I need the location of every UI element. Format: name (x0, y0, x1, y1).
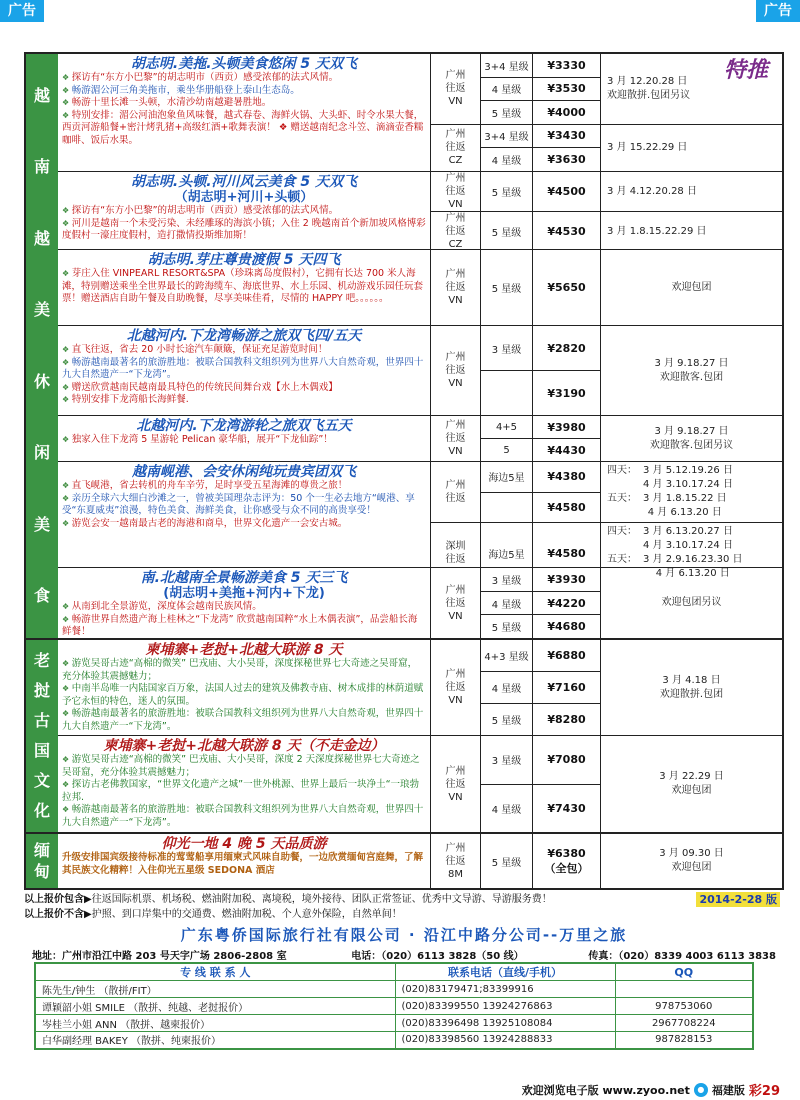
route-r7: 南.北越南全景畅游美食 5 天三飞 (胡志明+美拖+河内+下龙) ❖ 从南到北全景游览，深度体会越南民族风情。 ❖ 畅游世界自然遗产海上桂林之“下龙湾” 欣赏越南国粹“水上木偶表演”，品尝船长海鲜餐！ 广州 往返 VN 3 星级 ¥3930 4 星级 ¥4220 5 星级 ¥4680 欢迎包团另议 (58, 568, 782, 638)
ad-label-right: 广告 (756, 0, 800, 22)
footer: 以上报价包含▶往返国际机票、机场税、燃油附加税、离境税，境外接待、团队正常签证、优秀中文导游、导游服务费！ 2014-2-28 版 以上报价不含▶护照、到口岸集中的交通费、燃油附加税、个人意外保险，自然单间！ 广东粤侨国际旅行社有限公司 · 沿江中路分公司--万里之旅 地址：广州市沿江中路 203 号天字广场 2806-2808 室 电话：（020）6113 3828（50 线） 传真：（020）8339 4003 6113 3838 (24, 892, 784, 962)
company-name: 广东粤侨国际旅行社有限公司 · 沿江中路分公司--万里之旅 (180, 926, 628, 944)
route-subtitle: （胡志明+河川+头顿） (174, 190, 314, 205)
price: ¥6880 (547, 649, 586, 662)
route-title: 越南岘港、会安休闲纯玩贵宾团双飞 (132, 464, 356, 480)
address: 地址：广州市沿江中路 203 号天字广场 2806-2808 室 (32, 951, 287, 962)
price: ¥3980 (547, 420, 586, 434)
price: ¥4000 (547, 105, 586, 119)
route-title: 胡志明.头顿.河川风云美食 5 天双飞 (130, 174, 358, 190)
section-laos (26, 640, 782, 834)
price: ¥4680 (547, 620, 586, 634)
phone: 电话：（020）6113 3828（50 线） (351, 951, 524, 962)
section-side-label: 越 南 越 美 休 闲 美 食 (26, 54, 58, 638)
contact-table: 专 线 联 系 人 联系电话（直线/手机） QQ 陈先生/钟生 （散拼/FIT） (020)83179471;83399916 谭颖韶小姐 SMILE （散拼、纯越、老挝报价） (020)83399550 13924276863 978753060 岑桂兰小姐 ANN （散拼、越柬报价） (020)83396498 13925108084 2967708224 白华副经理 BAKEY （散拼、纯柬报价） (020)83398560 13924288833 987828153 (34, 962, 754, 1050)
route-title: 仰光一地 4 晚 5 天品质游 (161, 836, 327, 852)
price: ¥4380 (547, 470, 586, 484)
fax: 传真：（020）8339 4003 6113 3838 (588, 951, 776, 962)
route-title: 胡志明.美拖.头顿美食悠闲 5 天双飞 (130, 56, 358, 72)
route-r10: 仰光一地 4 晚 5 天品质游 升级安排国宾级接待标准的莺莺船享用缅柬式风味自助餐，一边欣赏缅甸宫庭舞，了解其民族文化精粹！入住仰光五星级 SEDONA 酒店 广州 往返 8M 5 星级 ¥6380 （全包） 3 月 09.30 日 欢迎包团 (58, 834, 782, 888)
route-title: 胡志明.芽庄尊贵渡假 5 天四飞 (147, 252, 341, 268)
route-r4: 北越河内.下龙湾畅游之旅双飞四/五天 ❖ 直飞往返，省去 20 小时长途汽车颠簸，保证充足游览时间！ ❖ 畅游越南最著名的旅游胜地：被联合国教科文组织列为世界八大自然奇观，世界四十九大自然遗产一“下龙湾”。 ❖ 赠送欣赏越南民越南最具特色的传统民间舞台戏【水上木偶戏】 ❖ 特别安排下龙湾船长海鲜餐. 广州 往返 VN 3 星级 ¥2820 ¥3190 3 月 9.18.27 日 欢迎散客.包团 (58, 326, 782, 416)
price: ¥5650 (547, 281, 586, 294)
route-table (24, 52, 784, 890)
price: ¥4580 (547, 546, 586, 560)
ad-label-left: 广告 (0, 0, 44, 22)
route-title: 南.北越南全景畅游美食 5 天三飞 (140, 570, 348, 586)
price: ¥3530 (547, 82, 586, 96)
route-title: 柬埔寨+老挝+北越大联游 8 天 (145, 642, 343, 658)
route-point: ❖ 特别安排：湄公河油泡象鱼风味餐，越式春卷、海鲜火锅、大头虾、时令水果大餐，西贡河游船餐+密汁烤乳猪+高级红酒+歌舞表演！ ❖ 赠送越南纪念斗笠、滴滴壶香糯咖啡、饭后水果。 (62, 110, 426, 148)
price: ¥6380 (547, 846, 586, 860)
price: ¥8280 (547, 713, 586, 726)
route-point: ❖ 探访有“东方小巴黎”的胡志明市（西贡）感受浓郁的法式风情。 (62, 72, 426, 85)
website-link[interactable]: 欢迎浏览电子版 www.zyoo.net (521, 1083, 690, 1097)
price: ¥4530 (547, 225, 586, 238)
table-row: 岑桂兰小姐 ANN （散拼、越柬报价） (020)83396498 13925108084 2967708224 (35, 1015, 753, 1032)
price: ¥7080 (547, 753, 586, 767)
route-point: ❖ 畅游湄公河三角美拖市，乘坐华册船登上泰山生态岛。 (62, 85, 426, 98)
route-title: 柬埔寨+老挝+北越大联游 8 天（不走金边） (103, 738, 385, 754)
price: ¥4580 (547, 500, 586, 514)
price: ¥3930 (547, 572, 586, 586)
section-side-label: 老 挝 古 国 文 化 (26, 640, 58, 832)
edition-date: 2014-2-28 版 (696, 892, 780, 907)
price: ¥4430 (547, 443, 586, 457)
route-r8: 柬埔寨+老挝+北越大联游 8 天 ❖ 游览吴哥古迹“高棉的微笑” 巴戎庙、大小吴哥，深度探秘世界七大奇迹之吴哥窟，充分体验其震撼魅力； ❖ 中南半岛唯一内陆国家百万象，法国人过去的建筑及佛教寺庙、树木成排的林荫道赋予它永恒的特色，迷人的氛围。 ❖ 畅游越南最著名的旅游胜地：被联合国教科文组织列为世界八大自然奇观，世界四十九大自然遗产一“下龙湾”。 广州 往返 VN 4+3 星级 ¥6880 4 星级 ¥7160 5 星级 ¥8280 3 月 4.18 日 欢迎散拼.包团 (58, 640, 782, 736)
route-point: ❖ 畅游十里长滩一头顿，水清沙幼南越避暑胜地。 (62, 97, 426, 110)
route-r1: 胡志明.美拖.头顿美食悠闲 5 天双飞 ❖ 探访有“东方小巴黎”的胡志明市（西贡）感受浓郁的法式风情。 ❖ 畅游湄公河三角美拖市，乘坐华册船登上泰山生态岛。 ❖ 畅游十里长滩一头顿，水清沙幼南越避暑胜地。 ❖ 特别安排：湄公河油泡象鱼风味餐，越式春卷、海鲜火锅、大头虾、时令水果大餐，西贡河游船餐+密汁烤乳猪+高级红酒+歌舞表演！ ❖ 赠送越南纪念斗笠、滴滴壶香糯咖啡、饭后水果。 广州 往返 VN 3+4 星级 ¥3330 4 星级 ¥3530 5 星级 ¥4000 3 月 12.20.28 日 欢迎散拼.包团另议 特推 广州 往返 CZ 3+4 星级 ¥3430 4 星级 ¥3630 3 月 15.22.29 日 (58, 54, 782, 172)
price: ¥3190 (547, 386, 586, 400)
featured-tag: 特推 (723, 58, 768, 83)
price: ¥4500 (547, 185, 586, 198)
price: ¥7430 (547, 801, 586, 815)
table-row: 陈先生/钟生 （散拼/FIT） (020)83179471;83399916 (35, 981, 753, 998)
price: ¥3330 (547, 58, 586, 72)
table-row: 谭颖韶小姐 SMILE （散拼、纯越、老挝报价） (020)83399550 13924276863 978753060 (35, 998, 753, 1015)
price: ¥4220 (547, 596, 586, 610)
page-footer: 欢迎浏览电子版 www.zyoo.net ● 福建版 彩29 (522, 1080, 780, 1099)
route-subtitle: (胡志明+美拖+河内+下龙) (163, 586, 325, 601)
table-row: 白华副经理 BAKEY （散拼、纯柬报价） (020)83398560 13924288833 987828153 (35, 1032, 753, 1049)
price: ¥2820 (547, 341, 586, 355)
route-r3: 胡志明.芽庄尊贵渡假 5 天四飞 ❖ 芽庄入住 VINPEARL RESORT&SPA（珍珠离岛度假村），它拥有长达 700 米人海滩，特别赠送乘坐全世界最长的跨海缆车、海底世界、水上乐园、机动游戏乐园任玩套票！赠送酒店自助午餐及自助晚餐，尽享美味佳肴，尽情的 HAPPY 吧。。。。。。 广州 往返 VN 5 星级 ¥5650 欢迎包团 (58, 250, 782, 326)
route-r6: 越南岘港、会安休闲纯玩贵宾团双飞 ❖ 直飞岘港，省去转机的舟车辛劳，足时享受五星海滩的尊贵之旅！ ❖ 亲历全球六大细白沙滩之一，曾被美国理杂志评为：50 个一生必去地方“岘港、享受“东夏威夷”浪漫，特色美食、海鲜美食，让你感受与众不同的高贵享受！ ❖ 游览会安一越南最古老的海港和商阜，世界文化遗产一会安古城。 广州 往返 海边5星 ¥4380 ¥4580 四天： 3 月 5.12.19.26 日 4 月 3.10.17.24 日 五天： 3 月 1.8.15.22 日 4 月 6.13.20 日 深圳 往返 海边5星 ¥4580 四天： 3 月 6.13.20.27 日 4 月 3.10.17.24 日 五天： 3 月 2.9.16.23.30 日 4 月 6.13.20 日 (58, 462, 782, 568)
section-vietnam (26, 54, 782, 640)
route-r9: 柬埔寨+老挝+北越大联游 8 天（不走金边） ❖ 游览吴哥古迹“高棉的微笑” 巴戎庙、大小吴哥，深度 2 天深度探秘世界七大奇迹之吴哥窟，充分体验其震撼魅力； ❖ 探访古老佛教国家，“世界文化遗产之城”一世外桃源、世界上最后一块净土“一琅勃拉邦. ❖ 畅游越南最著名的旅游胜地：被联合国教科文组织列为世界八大自然奇观，世界四十九大自然遗产一“下龙湾”。 广州 往返 VN 3 星级 ¥7080 4 星级 ¥7430 3 月 22.29 日 欢迎包团 (58, 736, 782, 832)
price: ¥7160 (547, 681, 586, 694)
logo-icon: ● (694, 1083, 708, 1097)
section-side-label: 缅 甸 (26, 834, 58, 888)
route-r5: 北越河内.下龙湾游轮之旅双飞五天 ❖ 独家入住下龙湾 5 星游轮 Pelican 豪华船，展开“下龙仙踪”！ 广州 往返 VN 4+5 ¥3980 5 ¥4430 3 月 9.18.27 日 欢迎散客.包团另议 (58, 416, 782, 462)
section-myanmar (26, 834, 782, 888)
page-number: 彩29 (748, 1084, 780, 1099)
route-title: 北越河内.下龙湾游轮之旅双飞五天 (136, 418, 352, 434)
price: ¥3630 (547, 153, 586, 167)
route-r2: 胡志明.头顿.河川风云美食 5 天双飞 （胡志明+河川+头顿） ❖ 探访有“东方小巴黎”的胡志明市（西贡）感受浓郁的法式风情。 ❖ 河川是越南一个未受污染、未经雕琢的海滨小镇；入住 2 晚越南首个新加坡风格博彩度假村一濠庄度假村，造打撒情投斯维加斯！ 广州 往返 VN 5 星级 ¥4500 3 月 4.12.20.28 日 广州 往返 CZ 5 星级 ¥4530 3 月 1.8.15.22.29 日 (58, 172, 782, 250)
route-title: 北越河内.下龙湾畅游之旅双飞四/五天 (126, 328, 362, 344)
price: ¥3430 (547, 129, 586, 143)
